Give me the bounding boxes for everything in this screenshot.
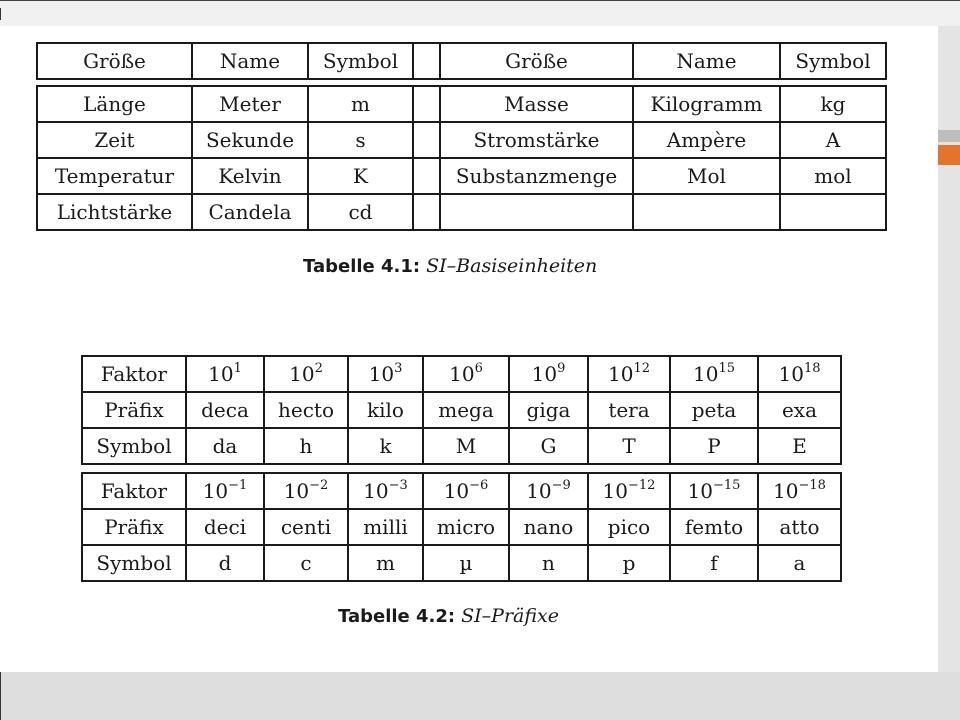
caption-text: SI–Basiseinheiten: [426, 255, 598, 277]
factor-exponent: −3: [388, 478, 408, 493]
table-cell: Kilogramm: [633, 86, 780, 122]
factor-cell: [509, 473, 588, 509]
factor-cell: [423, 473, 509, 509]
factor-row: [82, 473, 841, 509]
spacer-cell: [413, 122, 440, 158]
factor-exponent: 15: [718, 361, 735, 376]
factor-cell: [588, 473, 670, 509]
row-label: Symbol: [82, 428, 186, 464]
symbol-cell: E: [758, 428, 841, 464]
factor-cell: [348, 473, 423, 509]
factor-base: 10: [778, 362, 804, 386]
table-cell: [440, 194, 633, 230]
prefix-cell: micro: [423, 509, 509, 545]
factor-base: 10: [283, 479, 310, 503]
factor-exponent: 3: [394, 361, 403, 376]
prefix-cell: centi: [264, 509, 348, 545]
prefix-cell: peta: [670, 392, 758, 428]
symbol-cell: M: [423, 428, 509, 464]
prefix-cell: femto: [670, 509, 758, 545]
table-cell: Zeit: [37, 122, 192, 158]
symbol-row: [82, 428, 841, 464]
prefix-cell: deca: [186, 392, 264, 428]
spacer-cell: [413, 86, 440, 122]
table-cell: [780, 194, 886, 230]
slide-bottom-frame: [0, 672, 960, 720]
header-cell: Name: [633, 43, 780, 79]
table-row: [37, 194, 886, 230]
caption-label: Tabelle 4.1:: [303, 256, 421, 277]
factor-base: 10: [693, 362, 719, 386]
factor-exponent: 1: [233, 361, 242, 376]
factor-exponent: −2: [309, 478, 329, 493]
table-4-1-caption: [303, 255, 597, 277]
row-label: Präfix: [82, 392, 186, 428]
table-4-2-caption: [338, 605, 559, 627]
table-cell: Länge: [37, 86, 192, 122]
factor-exponent: 9: [557, 361, 566, 376]
caption-text: SI–Präfixe: [461, 605, 560, 627]
factor-base: 10: [443, 479, 470, 503]
window-top-border: [0, 0, 960, 1]
row-label: Präfix: [82, 509, 186, 545]
symbol-cell: d: [186, 545, 264, 581]
symbol-cell: P: [670, 428, 758, 464]
factor-base: 10: [208, 362, 234, 386]
table-cell: Masse: [440, 86, 633, 122]
table-cell: Ampère: [633, 122, 780, 158]
prefix-cell: tera: [588, 392, 670, 428]
row-label: Faktor: [82, 473, 186, 509]
left-edge-marker: [0, 8, 1, 20]
prefix-cell: deci: [186, 509, 264, 545]
symbol-cell: p: [588, 545, 670, 581]
factor-cell: [264, 473, 348, 509]
header-cell: Name: [192, 43, 308, 79]
factor-base: 10: [531, 362, 558, 386]
factor-exponent: −12: [628, 478, 656, 493]
row-label: Symbol: [82, 545, 186, 581]
table-cell: Stromstärke: [440, 122, 633, 158]
factor-cell: [670, 356, 758, 392]
spacer-cell: [413, 194, 440, 230]
table-cell: kg: [780, 86, 886, 122]
factor-base: 10: [368, 362, 395, 386]
factor-exponent: −18: [798, 478, 826, 493]
factor-exponent: 18: [803, 361, 821, 376]
prefix-cell: nano: [509, 509, 588, 545]
symbol-cell: T: [588, 428, 670, 464]
factor-exponent: −9: [551, 478, 571, 493]
table-row: [37, 158, 886, 194]
symbol-cell: m: [348, 545, 423, 581]
factor-base: 10: [773, 479, 799, 503]
factor-exponent: 12: [633, 361, 650, 376]
factor-cell: [186, 473, 264, 509]
table-cell: Temperatur: [37, 158, 192, 194]
table-cell: Substanzmenge: [440, 158, 633, 194]
table-cell: m: [308, 86, 413, 122]
factor-exponent: −1: [228, 478, 248, 493]
factor-base: 10: [289, 362, 315, 386]
symbol-cell: n: [509, 545, 588, 581]
prefix-cell: pico: [588, 509, 670, 545]
prefix-cell: atto: [758, 509, 841, 545]
prefix-row: [82, 509, 841, 545]
table-cell: s: [308, 122, 413, 158]
table-cell: A: [780, 122, 886, 158]
table-row: [37, 122, 886, 158]
factor-base: 10: [526, 479, 552, 503]
row-label: Faktor: [82, 356, 186, 392]
header-cell: Symbol: [308, 43, 413, 79]
table-cell: Sekunde: [192, 122, 308, 158]
slide-accent-bar-grey: [938, 130, 960, 142]
factor-cell: [670, 473, 758, 509]
prefix-cell: hecto: [264, 392, 348, 428]
symbol-cell: a: [758, 545, 841, 581]
table-cell: Candela: [192, 194, 308, 230]
table-cell: Mol: [633, 158, 780, 194]
prefix-cell: mega: [423, 392, 509, 428]
table-cell: mol: [780, 158, 886, 194]
factor-exponent: 2: [314, 361, 323, 376]
factor-row: [82, 356, 841, 392]
factor-cell: [758, 473, 841, 509]
table-row: [37, 86, 886, 122]
factor-base: 10: [202, 479, 229, 503]
symbol-cell: G: [509, 428, 588, 464]
symbol-cell: c: [264, 545, 348, 581]
factor-cell: [509, 356, 588, 392]
symbol-cell: h: [264, 428, 348, 464]
si-base-units-header: [36, 42, 887, 80]
prefix-row: [82, 392, 841, 428]
spacer-cell: [413, 158, 440, 194]
table-cell: Lichtstärke: [37, 194, 192, 230]
header-cell: Symbol: [780, 43, 886, 79]
factor-cell: [588, 356, 670, 392]
table-cell: cd: [308, 194, 413, 230]
si-prefixes-positive: [81, 355, 842, 465]
symbol-cell: k: [348, 428, 423, 464]
factor-cell: [186, 356, 264, 392]
symbol-cell: da: [186, 428, 264, 464]
header-cell: Größe: [37, 43, 192, 79]
factor-base: 10: [687, 479, 713, 503]
header-cell: Größe: [440, 43, 633, 79]
prefix-cell: milli: [348, 509, 423, 545]
symbol-row: [82, 545, 841, 581]
factor-cell: [348, 356, 423, 392]
factor-cell: [758, 356, 841, 392]
si-prefixes-negative: [81, 472, 842, 582]
caption-label: Tabelle 4.2:: [338, 606, 456, 627]
slide-right-frame: [938, 26, 960, 672]
factor-base: 10: [602, 479, 628, 503]
factor-exponent: −15: [713, 478, 741, 493]
window-top-strip: [0, 0, 960, 26]
factor-base: 10: [608, 362, 634, 386]
table-cell: Meter: [192, 86, 308, 122]
symbol-cell: f: [670, 545, 758, 581]
factor-base: 10: [449, 362, 475, 386]
factor-exponent: 6: [474, 361, 483, 376]
prefix-cell: giga: [509, 392, 588, 428]
left-edge-marker-bottom: [0, 672, 1, 720]
spacer-cell: [413, 43, 440, 79]
factor-exponent: −6: [469, 478, 489, 493]
factor-cell: [264, 356, 348, 392]
table-cell: Kelvin: [192, 158, 308, 194]
prefix-cell: kilo: [348, 392, 423, 428]
symbol-cell: µ: [423, 545, 509, 581]
slide-accent-bar-orange: [938, 145, 960, 165]
factor-cell: [423, 356, 509, 392]
table-cell: K: [308, 158, 413, 194]
table-header-row: [37, 43, 886, 79]
factor-base: 10: [363, 479, 389, 503]
prefix-cell: exa: [758, 392, 841, 428]
si-base-units-body: [36, 85, 887, 231]
table-cell: [633, 194, 780, 230]
